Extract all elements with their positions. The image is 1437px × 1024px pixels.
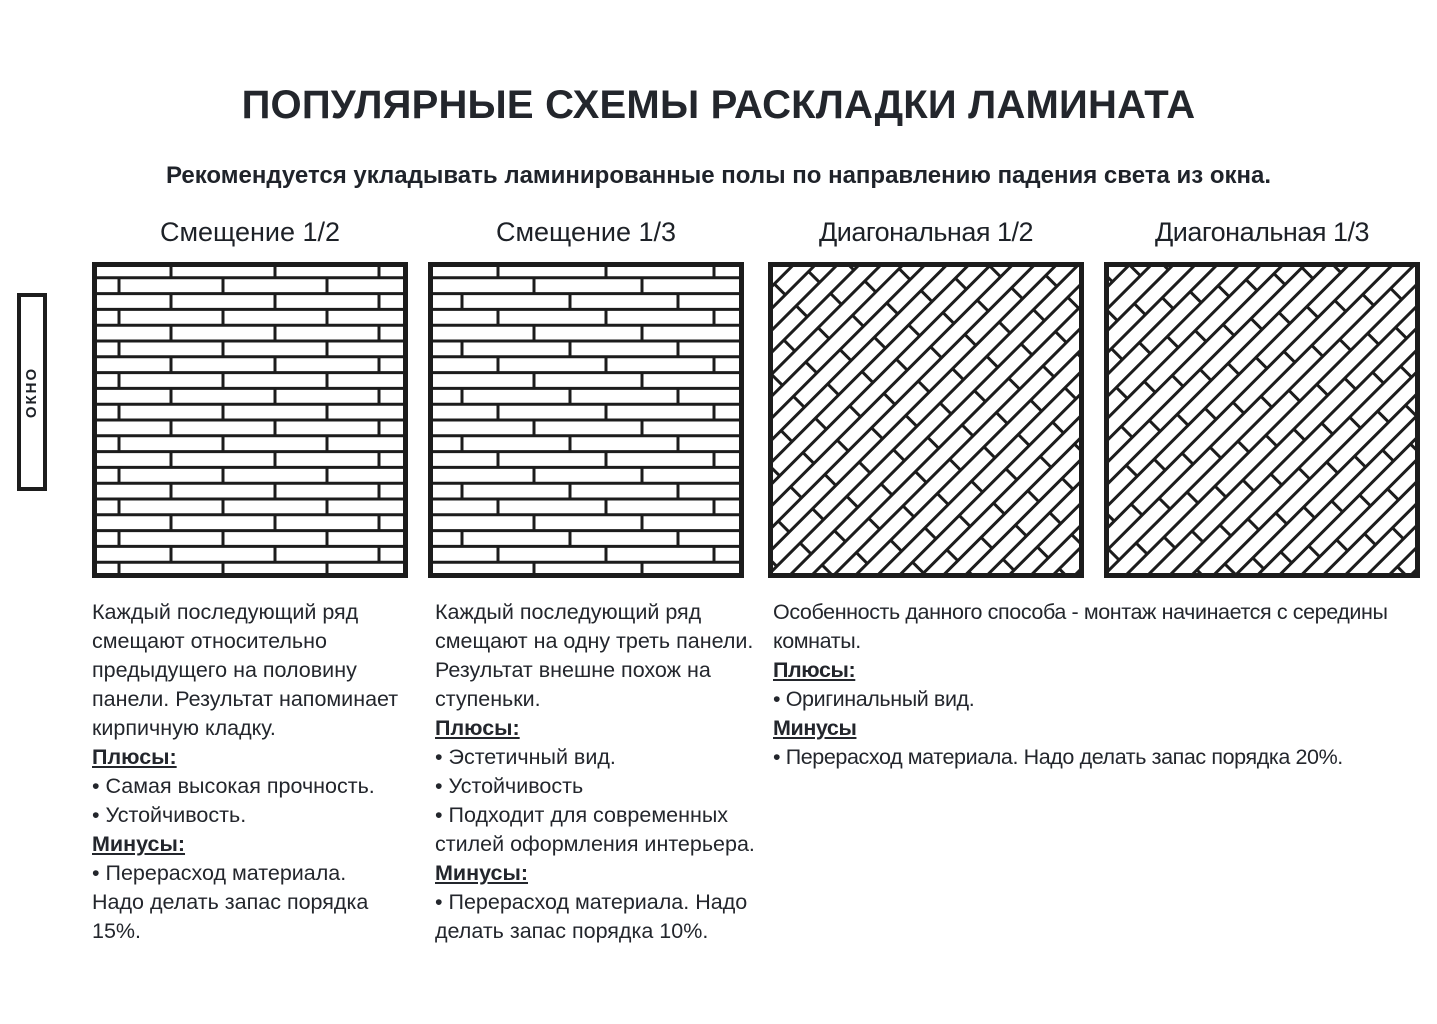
bullet-item: • Перерасход материала. Надо делать запас порядка 15%. [92,861,369,943]
cons-list [92,859,404,946]
page-subtitle: Рекомендуется укладывать ламинированные полы по направлению падения света из окна. [165,162,1272,189]
pros-list [773,685,1435,714]
cons-list [773,743,1435,772]
window-label-box [17,293,47,491]
description-offset-half [92,598,404,946]
description-intro: Каждый последующий ряд смещают относительно предыдущего на половину панели. Результат напоминает кирпичную кладку. [92,600,399,740]
scheme-label-diagonal-third: Диагональная 1/3 [1155,217,1369,247]
cons-heading: Минусы: [435,861,529,885]
bullet-item: • Устойчивость. [92,803,247,827]
cons-heading: Минусы [773,716,857,740]
window-label: ОКНО [23,366,41,418]
description-intro: Особенность данного способа - монтаж начинается с середины комнаты. [773,600,1388,653]
pros-heading: Плюсы: [92,745,177,769]
pros-heading: Плюсы: [773,658,856,682]
pros-heading: Плюсы: [435,716,520,740]
bullet-item: • Перерасход материала. Надо делать запас порядка 10%. [435,890,748,943]
scheme-label-offset-third: Смещение 1/3 [495,217,677,247]
bullet-item: • Самая высокая прочность. [92,774,375,798]
description-offset-third [435,598,765,946]
laminate-pattern-offset-third-diagram [428,262,744,578]
bullet-item: • Устойчивость [435,774,584,798]
description-intro: Каждый последующий ряд смещают на одну треть панели. Результат внешне похож на ступеньки. [435,600,754,711]
bullet-item: • Перерасход материала. Надо делать запас порядка 20%. [773,745,1343,769]
bullet-item: • Эстетичный вид. [435,745,616,769]
scheme-label-diagonal-half: Диагональная 1/2 [819,217,1033,247]
page-title: ПОПУЛЯРНЫЕ СХЕМЫ РАСКЛАДКИ ЛАМИНАТА [241,82,1196,127]
cons-heading: Минусы: [92,832,186,856]
pros-list [92,772,404,830]
laminate-pattern-offset-half-diagram [92,262,408,578]
description-diagonal [773,598,1435,772]
bullet-item: • Подходит для современных стилей оформления интерьера. [435,803,755,856]
bullet-item: • Оригинальный вид. [773,687,975,711]
scheme-label-offset-half: Смещение 1/2 [159,217,341,247]
laminate-pattern-diagonal-third-diagram [1104,262,1420,578]
pros-list [435,743,765,859]
laminate-pattern-diagonal-half-diagram [768,262,1084,578]
cons-list [435,888,765,946]
